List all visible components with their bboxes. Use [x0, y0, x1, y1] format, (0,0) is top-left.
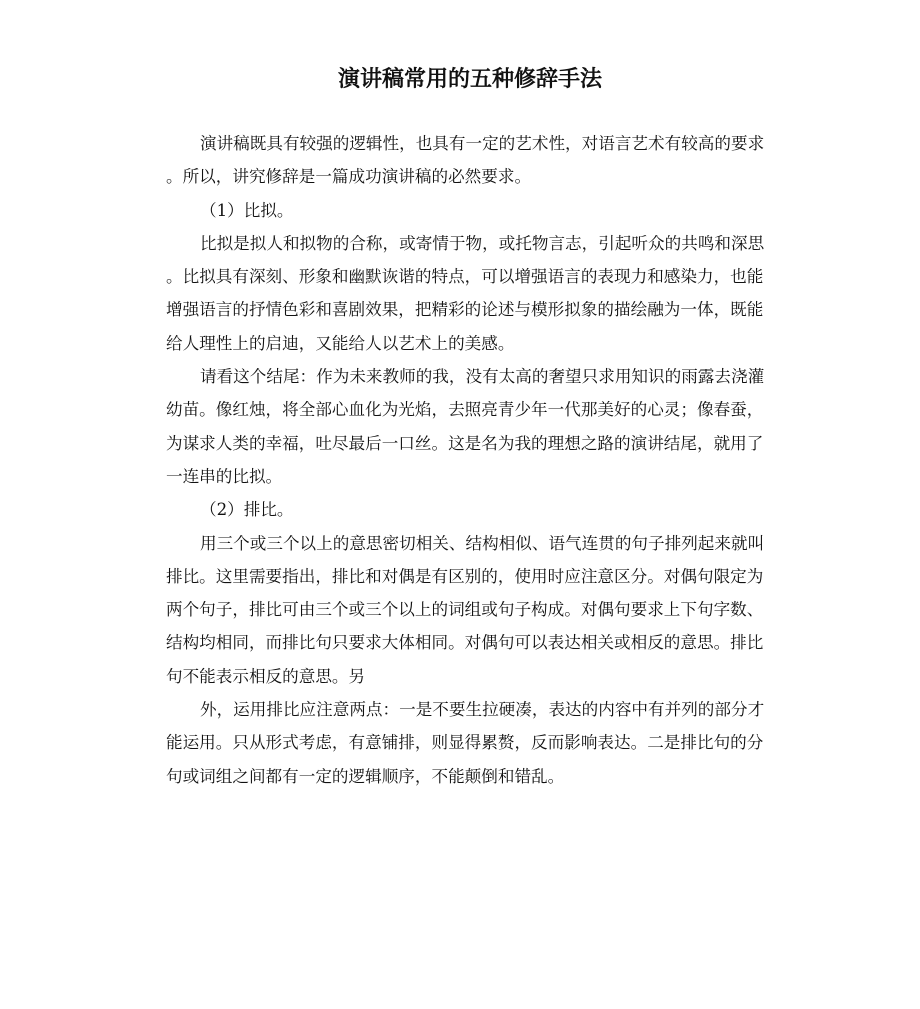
paragraph-line: 用三个或三个以上的意思密切相关、结构相似、语气连贯的句子排列起来就叫	[200, 533, 765, 553]
document-body	[166, 127, 765, 793]
paragraph-line: 幼苗。像红烛，将全部心血化为光焰，去照亮青少年一代那美好的心灵；像春蚕，	[166, 400, 764, 420]
paragraph-line: 外，运用排比应注意两点：一是不要生拉硬凑，表达的内容中有并列的部分才	[200, 700, 765, 720]
paragraph-line: 比拟是拟人和拟物的合称，或寄情于物，或托物言志，引起听众的共鸣和深思	[200, 233, 765, 253]
paragraph-line: 一连串的比拟。	[166, 466, 283, 486]
paragraph-line: 句或词组之间都有一定的逻辑顺序，不能颠倒和错乱。	[166, 766, 565, 786]
paragraph-line: （2）排比。	[200, 500, 294, 520]
paragraph-line: 演讲稿既具有较强的逻辑性，也具有一定的艺术性，对语言艺术有较高的要求	[200, 134, 765, 153]
paragraph	[166, 227, 765, 360]
document-title: 演讲稿常用的五种修辞手法	[337, 67, 602, 92]
paragraph-line: 句不能表示相反的意思。另	[166, 666, 366, 686]
paragraph-line: 能运用。只从形式考虑，有意铺排，则显得累赘，反而影响表达。二是排比句的分	[166, 733, 764, 753]
paragraph-line: 两个句子，排比可由三个或三个以上的词组或句子构成。对偶句要求上下句字数、	[166, 600, 764, 620]
paragraph	[166, 527, 765, 693]
paragraph	[166, 693, 765, 793]
paragraph	[166, 360, 765, 493]
paragraph	[166, 127, 765, 194]
paragraph-line: 。比拟具有深刻、形象和幽默诙谐的特点，可以增强语言的表现力和感染力，也能	[166, 267, 764, 287]
paragraph-line: 结构均相同，而排比句只要求大体相同。对偶句可以表达相关或相反的意思。排比	[166, 633, 764, 653]
paragraph-line: 请看这个结尾：作为未来教师的我，没有太高的奢望只求用知识的雨露去浇灌	[200, 367, 765, 387]
paragraph-line: 为谋求人类的幸福，吐尽最后一口丝。这是名为我的理想之路的演讲结尾，就用了	[166, 433, 764, 453]
paragraph-line: （1）比拟。	[200, 200, 294, 220]
paragraph-line: 。所以，讲究修辞是一篇成功演讲稿的必然要求。	[166, 167, 532, 187]
paragraph-line: 排比。这里需要指出，排比和对偶是有区别的，使用时应注意区分。对偶句限定为	[166, 566, 764, 586]
paragraph-line: 给人理性上的启迪，又能给人以艺术上的美感。	[166, 333, 515, 353]
paragraph	[166, 194, 756, 227]
paragraph	[166, 493, 756, 526]
paragraph-line: 增强语言的抒情色彩和喜剧效果，把精彩的论述与模形拟象的描绘融为一体，既能	[166, 300, 764, 320]
